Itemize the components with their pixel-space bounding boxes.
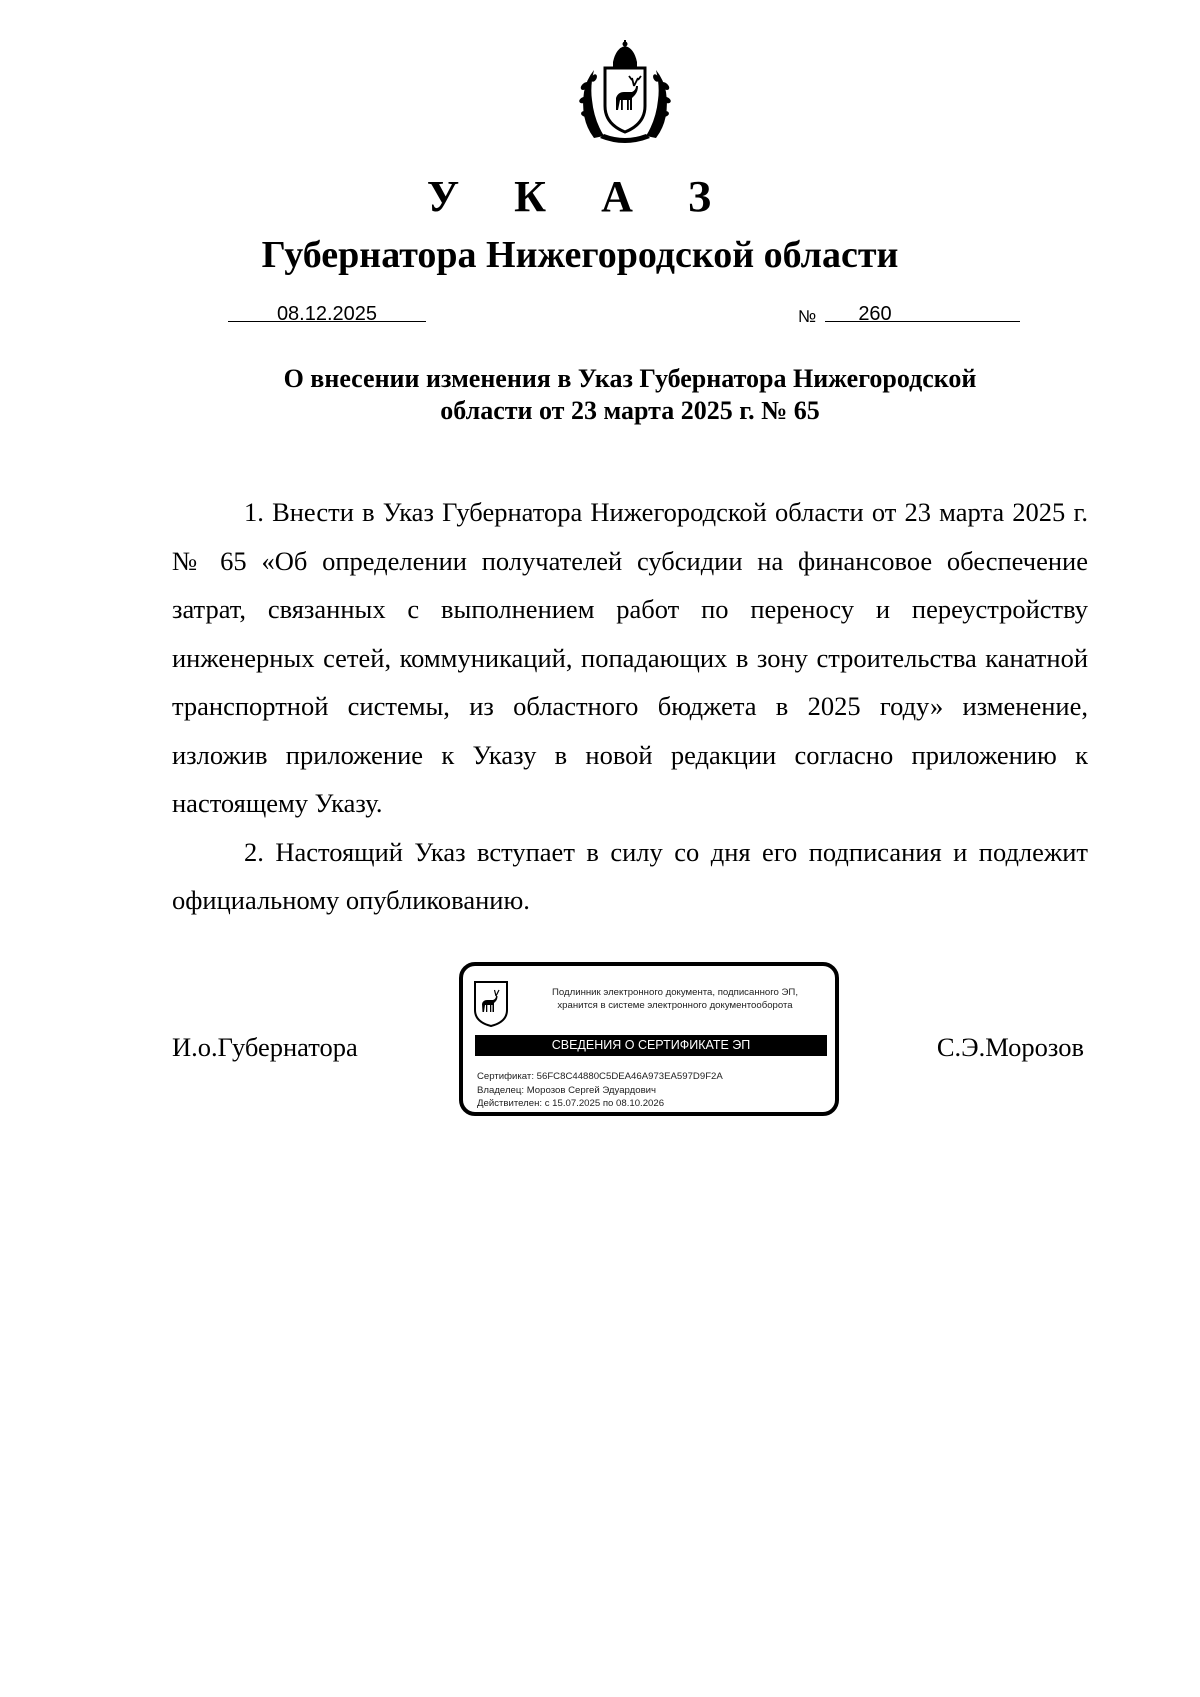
stamp-certificate: Сертификат: 56FC8C44880C5DEA46A973EA597D9F2A bbox=[477, 1071, 723, 1082]
signatory-name: С.Э.Морозов bbox=[936, 1032, 1084, 1062]
subject-line-2: области от 23 марта 2025 г. № 65 bbox=[440, 396, 820, 425]
issuer-title: Губернатора Нижегородской области bbox=[261, 234, 899, 276]
nizhny-novgorod-coat-of-arms-icon bbox=[572, 40, 678, 146]
document-subject bbox=[170, 363, 1090, 427]
stamp-note-line-2: хранится в системе электронного документооборота bbox=[557, 1000, 793, 1011]
stamp-note-line-1: Подлинник электронного документа, подписанного ЭП, bbox=[552, 987, 798, 998]
number-sign: № bbox=[798, 307, 817, 326]
stamp-header: СВЕДЕНИЯ О СЕРТИФИКАТЕ ЭП bbox=[475, 1035, 827, 1056]
document-type: У К А З bbox=[426, 172, 734, 221]
stamp-details bbox=[477, 1070, 723, 1111]
document-date: 08.12.2025 bbox=[276, 303, 378, 325]
subject-line-1: О внесении изменения в Указ Губернатора Нижегородской bbox=[283, 364, 977, 393]
stamp-validity: Действителен: с 15.07.2025 по 08.10.2026 bbox=[477, 1098, 665, 1109]
document-number: 260 bbox=[858, 303, 892, 325]
signatory-role: И.о.Губернатора bbox=[172, 1032, 358, 1062]
document-body bbox=[172, 488, 1088, 925]
body-paragraph-2: 2. Настоящий Указ вступает в силу со дня его подписания и подлежит официальному опубликованию. bbox=[172, 836, 1088, 915]
date-underline bbox=[228, 321, 426, 322]
stamp-owner: Владелец: Морозов Сергей Эдуардович bbox=[477, 1084, 657, 1096]
body-paragraph-1: 1. Внести в Указ Губернатора Нижегородской области от 23 марта 2025 г. № 65 «Об определении получателей субсидии на финансовое обеспечение затрат, связанных с выполнением работ по переносу и переустройству инженерных сетей, коммуникаций, попадающих в зону строительства канатной транспортной системы, из областного бюджета в 2025 году» изменение, изложив приложение к Указу в новой редакции согласно приложению к настоящему Указу. bbox=[172, 497, 1088, 818]
deer-shield-icon bbox=[473, 980, 509, 1028]
number-underline bbox=[825, 321, 1020, 322]
stamp-note bbox=[519, 986, 831, 1012]
electronic-signature-stamp bbox=[459, 962, 839, 1116]
